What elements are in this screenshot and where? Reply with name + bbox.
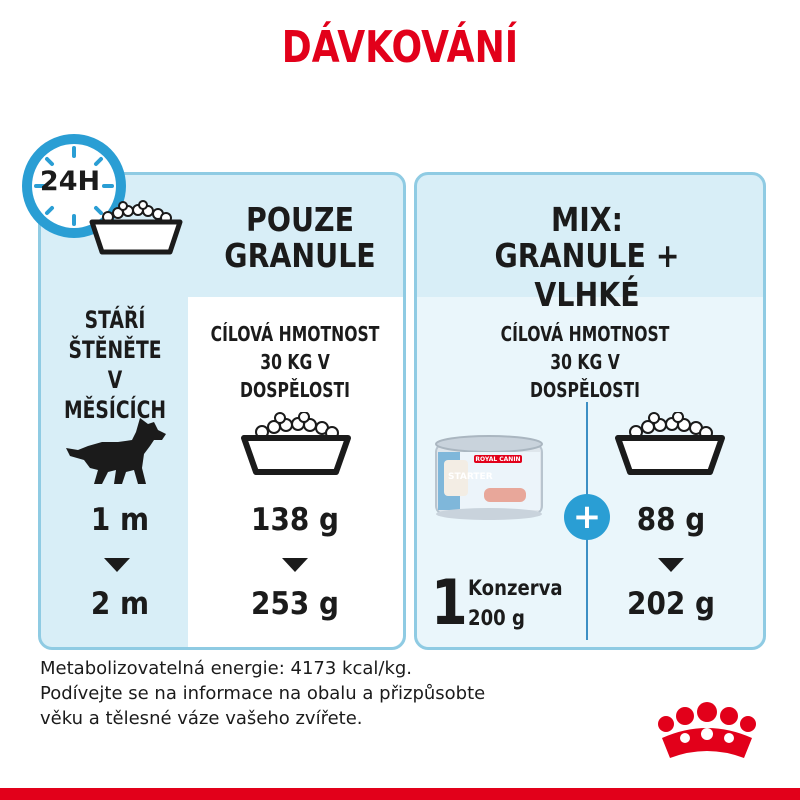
age-to-value: 2 m [90, 586, 150, 622]
dry-amount-from: 138 g [251, 502, 339, 538]
can-brand-text: ROYAL CANIN [475, 456, 521, 463]
can-product-text: STARTER [448, 472, 493, 482]
can-unit: Konzerva [468, 576, 563, 600]
arrow-down-icon [104, 558, 130, 572]
age-label-line: STÁŘÍ [84, 306, 146, 334]
mix-header-line1: MIX: [550, 200, 624, 239]
footer-note [40, 656, 600, 731]
can-count: 1 [431, 566, 468, 639]
clock-label: 24H [39, 166, 101, 197]
footer-line: Podívejte se na informace na obalu a přizpůsobte [40, 683, 486, 704]
dry-only-header-line1: POUZE [246, 200, 354, 239]
bottom-brand-bar [0, 788, 800, 800]
kibble-bowl-icon [238, 412, 354, 476]
puppy-icon [62, 412, 172, 492]
dry-only-header-line2: GRANULE [224, 236, 376, 275]
mix-dry-amount-from: 88 g [636, 502, 706, 538]
kibble-bowl-icon [86, 200, 186, 256]
plus-sign: + [572, 497, 602, 537]
puppy-age-label [57, 305, 174, 425]
age-label-line: ŠTĚNĚTE [68, 336, 162, 364]
can-weight: 200 g [468, 606, 525, 630]
age-label-line: V MĚSÍCÍCH [64, 366, 166, 424]
arrow-down-icon [658, 558, 684, 572]
target-weight-label [495, 320, 674, 404]
arrow-down-icon [282, 558, 308, 572]
page-title: DÁVKOVÁNÍ [281, 22, 519, 73]
target-weight-label [205, 320, 384, 404]
footer-line: věku a tělesné váze vašeho zvířete. [40, 708, 363, 729]
mix-header-line2: GRANULE + VLHKÉ [494, 236, 680, 314]
target-label-line: CÍLOVÁ HMOTNOST [500, 322, 670, 346]
kibble-bowl-icon [612, 412, 728, 476]
target-label-line: 30 KG V DOSPĚLOSTI [530, 350, 640, 402]
target-label-line: CÍLOVÁ HMOTNOST [210, 322, 380, 346]
footer-line: Metabolizovatelná energie: 4173 kcal/kg. [40, 658, 413, 679]
royal-canin-crown-logo [652, 700, 762, 772]
age-from-value: 1 m [90, 502, 150, 538]
mix-dry-amount-to: 202 g [627, 586, 715, 622]
dry-amount-to: 253 g [251, 586, 339, 622]
target-label-line: 30 KG V DOSPĚLOSTI [240, 350, 350, 402]
